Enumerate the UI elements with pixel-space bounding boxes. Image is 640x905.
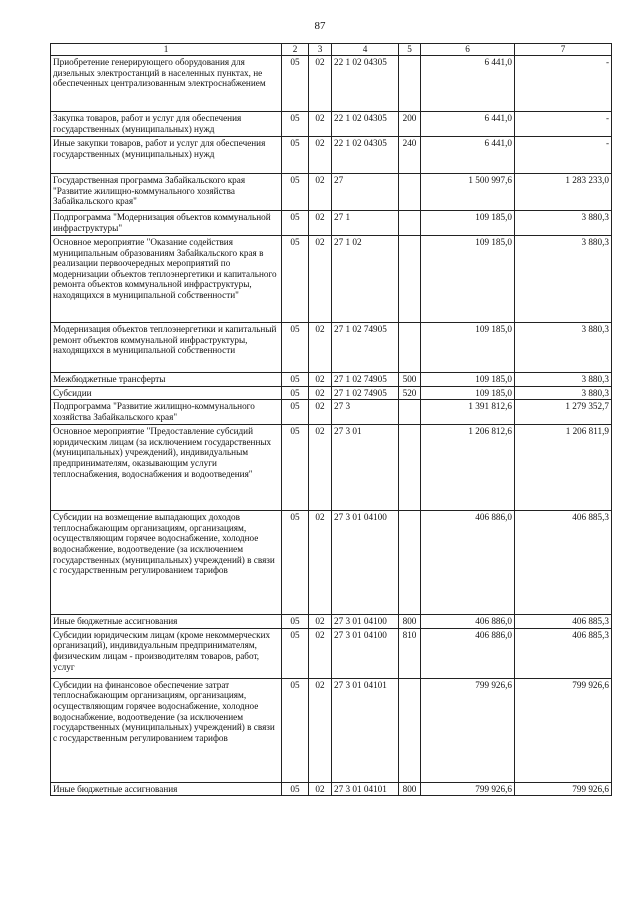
amount-actual-cell: 1 279 352,7 bbox=[515, 400, 612, 425]
row-name-cell: Закупка товаров, работ и услуг для обеспечения государственных (муниципальных) нужд bbox=[51, 112, 282, 137]
subsection-code-cell: 02 bbox=[309, 678, 332, 782]
amount-plan-cell: 799 926,6 bbox=[421, 678, 515, 782]
table-body bbox=[51, 56, 612, 796]
row-name-cell: Подпрограмма "Модернизация объектов коммунальной инфраструктуры" bbox=[51, 211, 282, 236]
amount-actual-cell: - bbox=[515, 137, 612, 174]
section-code-cell: 05 bbox=[282, 425, 309, 511]
subsection-code-cell: 02 bbox=[309, 628, 332, 678]
subsection-code-cell: 02 bbox=[309, 425, 332, 511]
budget-table bbox=[50, 43, 612, 796]
amount-plan-cell: 406 886,0 bbox=[421, 511, 515, 615]
table-row bbox=[51, 678, 612, 782]
column-header: 5 bbox=[399, 44, 421, 56]
amount-actual-cell: - bbox=[515, 112, 612, 137]
section-code-cell: 05 bbox=[282, 782, 309, 796]
section-code-cell: 05 bbox=[282, 56, 309, 112]
column-header: 2 bbox=[282, 44, 309, 56]
expense-type-cell bbox=[399, 400, 421, 425]
expense-type-cell: 810 bbox=[399, 628, 421, 678]
amount-actual-cell: 799 926,6 bbox=[515, 782, 612, 796]
table-row bbox=[51, 511, 612, 615]
section-code-cell: 05 bbox=[282, 373, 309, 387]
subsection-code-cell: 02 bbox=[309, 400, 332, 425]
subsection-code-cell: 02 bbox=[309, 511, 332, 615]
section-code-cell: 05 bbox=[282, 400, 309, 425]
row-name-cell: Основное мероприятие "Оказание содействия муниципальным образованиям Забайкальского края в реализации первоочередных мероприятий по модернизации объектов теплоэнергетики и капитального ремонта объектов коммунальной инфраструктуры, находящихся в муниципальной собственности" bbox=[51, 236, 282, 323]
target-article-cell: 27 1 02 74905 bbox=[332, 323, 399, 373]
row-name-cell: Государственная программа Забайкальского края "Развитие жилищно-коммунального хозяйства Забайкальского края" bbox=[51, 174, 282, 211]
expense-type-cell bbox=[399, 425, 421, 511]
row-name-cell: Подпрограмма "Развитие жилищно-коммунального хозяйства Забайкальского края" bbox=[51, 400, 282, 425]
subsection-code-cell: 02 bbox=[309, 137, 332, 174]
target-article-cell: 27 bbox=[332, 174, 399, 211]
section-code-cell: 05 bbox=[282, 112, 309, 137]
target-article-cell: 27 3 01 04100 bbox=[332, 628, 399, 678]
row-name-cell: Иные бюджетные ассигнования bbox=[51, 615, 282, 629]
row-name-cell: Иные бюджетные ассигнования bbox=[51, 782, 282, 796]
subsection-code-cell: 02 bbox=[309, 174, 332, 211]
table-row bbox=[51, 615, 612, 629]
column-header: 7 bbox=[515, 44, 612, 56]
amount-actual-cell: 406 885,3 bbox=[515, 628, 612, 678]
amount-actual-cell: 3 880,3 bbox=[515, 211, 612, 236]
table-row bbox=[51, 137, 612, 174]
target-article-cell: 27 1 02 bbox=[332, 236, 399, 323]
amount-plan-cell: 109 185,0 bbox=[421, 236, 515, 323]
amount-actual-cell: 3 880,3 bbox=[515, 323, 612, 373]
table-row bbox=[51, 400, 612, 425]
column-header: 4 bbox=[332, 44, 399, 56]
subsection-code-cell: 02 bbox=[309, 373, 332, 387]
amount-plan-cell: 406 886,0 bbox=[421, 615, 515, 629]
table-row bbox=[51, 425, 612, 511]
amount-actual-cell: 1 206 811,9 bbox=[515, 425, 612, 511]
expense-type-cell: 520 bbox=[399, 386, 421, 400]
expense-type-cell bbox=[399, 678, 421, 782]
amount-actual-cell: - bbox=[515, 56, 612, 112]
amount-plan-cell: 799 926,6 bbox=[421, 782, 515, 796]
row-name-cell: Основное мероприятие "Предоставление субсидий юридическим лицам (за исключением государственных (муниципальных) учреждений), индивидуальным предпринимателям, оказывающим услуги теплоснабжения, водоснабжения и водоотведения" bbox=[51, 425, 282, 511]
section-code-cell: 05 bbox=[282, 678, 309, 782]
row-name-cell: Субсидии юридическим лицам (кроме некоммерческих организаций), индивидуальным предпринимателям, физическим лицам - производителям товаров, работ, услуг bbox=[51, 628, 282, 678]
amount-plan-cell: 1 206 812,6 bbox=[421, 425, 515, 511]
section-code-cell: 05 bbox=[282, 511, 309, 615]
amount-plan-cell: 6 441,0 bbox=[421, 112, 515, 137]
amount-actual-cell: 406 885,3 bbox=[515, 615, 612, 629]
amount-actual-cell: 3 880,3 bbox=[515, 373, 612, 387]
expense-type-cell bbox=[399, 511, 421, 615]
amount-plan-cell: 406 886,0 bbox=[421, 628, 515, 678]
expense-type-cell bbox=[399, 174, 421, 211]
expense-type-cell: 800 bbox=[399, 615, 421, 629]
expense-type-cell: 240 bbox=[399, 137, 421, 174]
table-row bbox=[51, 323, 612, 373]
amount-actual-cell: 1 283 233,0 bbox=[515, 174, 612, 211]
table-row bbox=[51, 112, 612, 137]
section-code-cell: 05 bbox=[282, 137, 309, 174]
table-row bbox=[51, 56, 612, 112]
amount-plan-cell: 6 441,0 bbox=[421, 56, 515, 112]
amount-plan-cell: 6 441,0 bbox=[421, 137, 515, 174]
target-article-cell: 27 3 01 bbox=[332, 425, 399, 511]
section-code-cell: 05 bbox=[282, 628, 309, 678]
section-code-cell: 05 bbox=[282, 174, 309, 211]
table-row bbox=[51, 373, 612, 387]
target-article-cell: 27 3 01 04101 bbox=[332, 782, 399, 796]
subsection-code-cell: 02 bbox=[309, 211, 332, 236]
section-code-cell: 05 bbox=[282, 615, 309, 629]
expense-type-cell: 200 bbox=[399, 112, 421, 137]
expense-type-cell bbox=[399, 211, 421, 236]
amount-plan-cell: 1 391 812,6 bbox=[421, 400, 515, 425]
amount-plan-cell: 109 185,0 bbox=[421, 373, 515, 387]
table-row bbox=[51, 386, 612, 400]
target-article-cell: 27 1 bbox=[332, 211, 399, 236]
table-row bbox=[51, 236, 612, 323]
table-header-row bbox=[51, 44, 612, 56]
amount-plan-cell: 1 500 997,6 bbox=[421, 174, 515, 211]
row-name-cell: Субсидии bbox=[51, 386, 282, 400]
target-article-cell: 27 3 01 04100 bbox=[332, 511, 399, 615]
target-article-cell: 22 1 02 04305 bbox=[332, 112, 399, 137]
amount-plan-cell: 109 185,0 bbox=[421, 211, 515, 236]
page-number: 87 bbox=[314, 20, 326, 32]
amount-plan-cell: 109 185,0 bbox=[421, 386, 515, 400]
table-row bbox=[51, 211, 612, 236]
amount-actual-cell: 3 880,3 bbox=[515, 236, 612, 323]
target-article-cell: 27 3 01 04100 bbox=[332, 615, 399, 629]
row-name-cell: Иные закупки товаров, работ и услуг для обеспечения государственных (муниципальных) нужд bbox=[51, 137, 282, 174]
row-name-cell: Приобретение генерирующего оборудования для дизельных электростанций в населенных пунктах, не обеспеченных централизованным электроснабжением bbox=[51, 56, 282, 112]
subsection-code-cell: 02 bbox=[309, 112, 332, 137]
expense-type-cell: 800 bbox=[399, 782, 421, 796]
amount-actual-cell: 3 880,3 bbox=[515, 386, 612, 400]
target-article-cell: 27 3 bbox=[332, 400, 399, 425]
target-article-cell: 27 3 01 04101 bbox=[332, 678, 399, 782]
target-article-cell: 27 1 02 74905 bbox=[332, 373, 399, 387]
row-name-cell: Модернизация объектов теплоэнергетики и капитальный ремонт объектов коммунальной инфраструктуры, находящихся в муниципальной собственности bbox=[51, 323, 282, 373]
amount-actual-cell: 799 926,6 bbox=[515, 678, 612, 782]
column-header: 6 bbox=[421, 44, 515, 56]
table-row bbox=[51, 174, 612, 211]
expense-type-cell: 500 bbox=[399, 373, 421, 387]
subsection-code-cell: 02 bbox=[309, 323, 332, 373]
subsection-code-cell: 02 bbox=[309, 782, 332, 796]
amount-plan-cell: 109 185,0 bbox=[421, 323, 515, 373]
table-row bbox=[51, 628, 612, 678]
subsection-code-cell: 02 bbox=[309, 615, 332, 629]
target-article-cell: 22 1 02 04305 bbox=[332, 137, 399, 174]
expense-type-cell bbox=[399, 323, 421, 373]
expense-type-cell bbox=[399, 56, 421, 112]
row-name-cell: Межбюджетные трансферты bbox=[51, 373, 282, 387]
subsection-code-cell: 02 bbox=[309, 236, 332, 323]
row-name-cell: Субсидии на финансовое обеспечение затрат теплоснабжающим организациям, организациям, осуществляющим горячее водоснабжение, холодное водоснабжение, водоотведение (за исключением государственных (муниципальных) учреждений) в связи с государственным регулированием тарифов bbox=[51, 678, 282, 782]
subsection-code-cell: 02 bbox=[309, 56, 332, 112]
section-code-cell: 05 bbox=[282, 386, 309, 400]
section-code-cell: 05 bbox=[282, 323, 309, 373]
section-code-cell: 05 bbox=[282, 236, 309, 323]
column-header: 3 bbox=[309, 44, 332, 56]
target-article-cell: 27 1 02 74905 bbox=[332, 386, 399, 400]
amount-actual-cell: 406 885,3 bbox=[515, 511, 612, 615]
target-article-cell: 22 1 02 04305 bbox=[332, 56, 399, 112]
row-name-cell: Субсидии на возмещение выпадающих доходов теплоснабжающим организациям, организациям, осуществляющим горячее водоснабжение, холодное водоснабжение, водоотведение (за исключением государственных (муниципальных) учреждений) в связи с государственным регулированием тарифов bbox=[51, 511, 282, 615]
subsection-code-cell: 02 bbox=[309, 386, 332, 400]
section-code-cell: 05 bbox=[282, 211, 309, 236]
table-row bbox=[51, 782, 612, 796]
expense-type-cell bbox=[399, 236, 421, 323]
column-header: 1 bbox=[51, 44, 282, 56]
